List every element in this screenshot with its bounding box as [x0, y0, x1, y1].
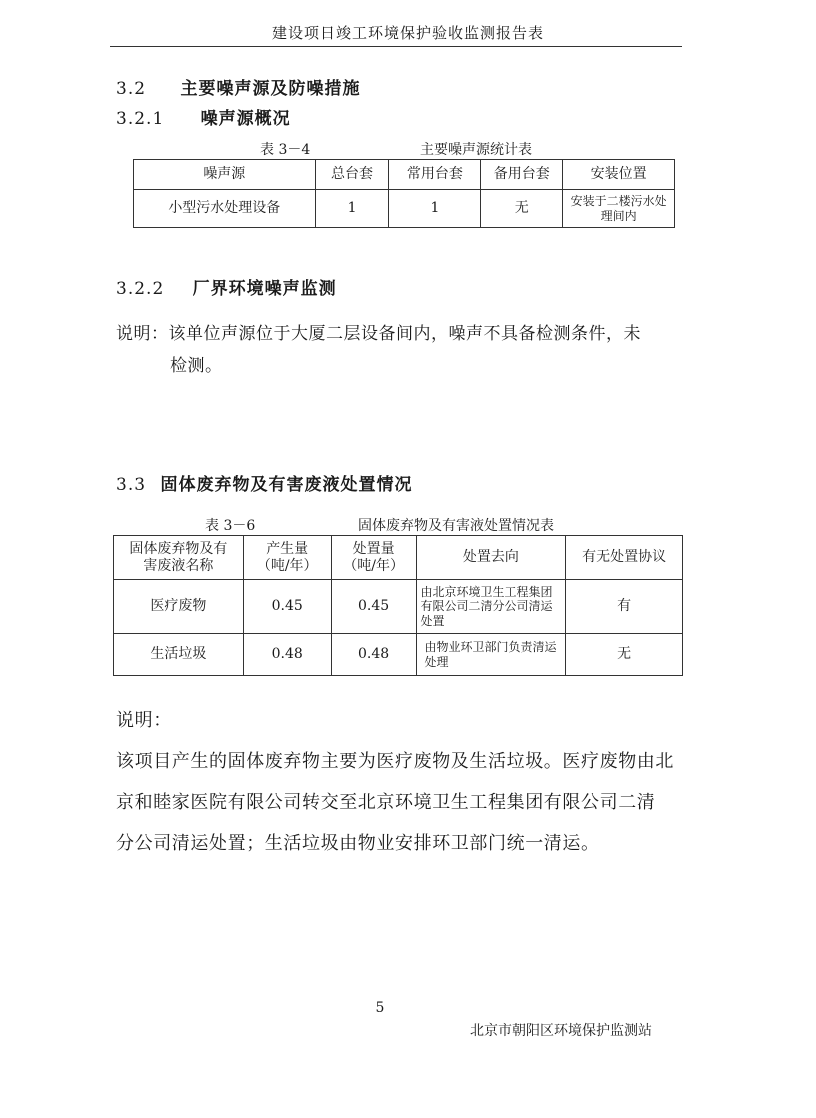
note-line: 该项目产生的固体废弃物主要为医疗废物及生活垃圾。医疗废物由北 [116, 751, 674, 772]
table-3-6-label: 表 3－6 [205, 518, 256, 534]
section-3-2-heading [116, 74, 360, 99]
header-cell: 固体废弃物及有害废液名称 [114, 536, 244, 580]
note-text: 该单位声源位于大厦二层设备间内，噪声不具备检测条件，未 [168, 324, 641, 344]
table-cell: 有 [566, 580, 683, 634]
table-cell: 0.45 [331, 580, 416, 634]
table-3-6 [113, 535, 683, 676]
header-cell: 处置量（吨/年） [331, 536, 416, 580]
table-cell: 0.45 [243, 580, 331, 634]
note-line: 京和睦家医院有限公司转交至北京环境卫生工程集团有限公司二清 [116, 792, 656, 813]
footer-organization: 北京市朝阳区环境保护监测站 [470, 1023, 652, 1039]
table-row [114, 634, 683, 676]
table-cell: 生活垃圾 [114, 634, 244, 676]
section-title: 主要噪声源及防噪措施 [180, 79, 361, 99]
table-header-row [134, 160, 675, 190]
table-row [134, 190, 675, 228]
page-number: 5 [375, 1000, 385, 1016]
note-label: 说明： [116, 324, 169, 344]
table-cell: 1 [315, 190, 389, 228]
header-cell: 总台套 [315, 160, 389, 190]
note-3-2-2 [116, 318, 696, 382]
header-cell: 常用台套 [389, 160, 481, 190]
header-cell: 产生量（吨/年） [243, 536, 331, 580]
header-cell: 处置去向 [416, 536, 566, 580]
section-3-2-1-heading [116, 104, 291, 129]
table-cell: 1 [389, 190, 481, 228]
note-label: 说明： [116, 710, 172, 731]
header-cell: 安装位置 [563, 160, 675, 190]
table-cell: 无 [481, 190, 563, 228]
header-divider [110, 46, 682, 47]
section-title: 噪声源概况 [200, 109, 291, 129]
note-line: 分公司清运处置；生活垃圾由物业安排环卫部门统一清运。 [116, 833, 600, 854]
table-cell: 医疗废物 [114, 580, 244, 634]
table-cell: 无 [566, 634, 683, 676]
table-cell: 小型污水处理设备 [134, 190, 316, 228]
section-3-2-2-heading [116, 274, 337, 299]
section-title: 厂界环境噪声监测 [192, 279, 337, 299]
header-cell: 备用台套 [481, 160, 563, 190]
page-header-title: 建设项日竣工环境保护验收监测报告表 [271, 24, 544, 42]
table-3-4 [133, 159, 675, 228]
table-3-4-label: 表 3－4 [260, 142, 311, 158]
table-cell: 0.48 [331, 634, 416, 676]
table-3-6-title: 固体废弃物及有害液处置情况表 [358, 518, 554, 534]
header-cell: 噪声源 [134, 160, 316, 190]
table-cell: 0.48 [243, 634, 331, 676]
table-row [114, 580, 683, 634]
table-3-4-title: 主要噪声源统计表 [420, 142, 532, 158]
section-title: 固体废弃物及有害废液处置情况 [160, 475, 413, 495]
section-number: 3.3 [116, 475, 147, 495]
section-number: 3.2 [116, 79, 147, 99]
table-cell: 由北京环境卫生工程集团有限公司二清分公司清运处置 [416, 580, 566, 634]
note-3-3 [116, 700, 706, 864]
table-cell: 安装于二楼污水处理间内 [563, 190, 675, 228]
table-cell: 由物业环卫部门负责清运处理 [416, 634, 566, 676]
table-header-row [114, 536, 683, 580]
section-3-3-heading [116, 470, 412, 495]
section-number: 3.2.1 [116, 109, 165, 129]
section-number: 3.2.2 [116, 279, 165, 299]
header-cell: 有无处置协议 [566, 536, 683, 580]
note-text-continued: 检测。 [170, 356, 223, 376]
